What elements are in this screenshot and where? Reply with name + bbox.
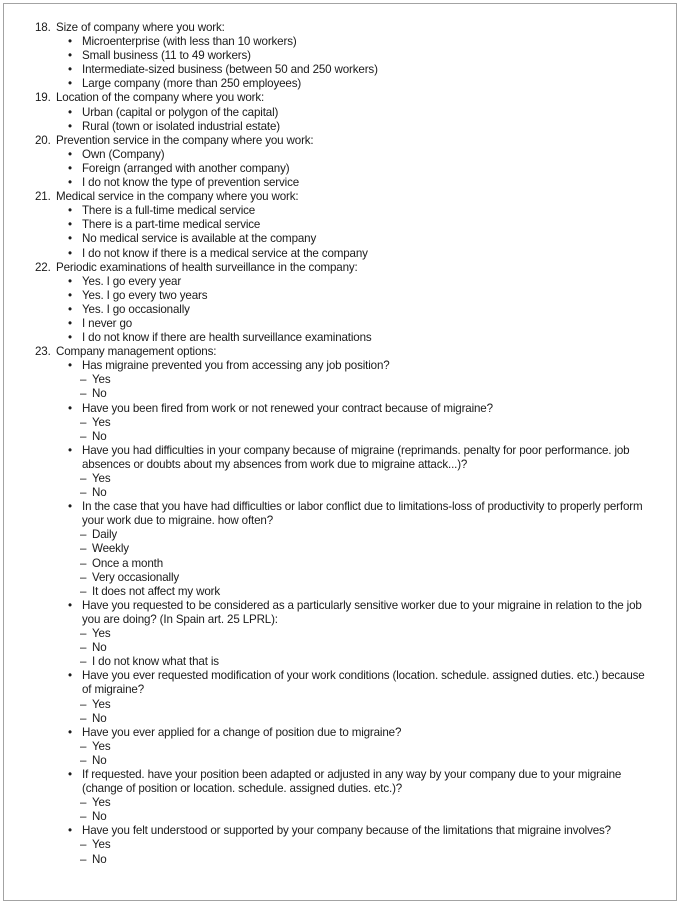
option-row (56, 63, 648, 77)
question-number: 23. (35, 345, 51, 359)
sub-option-row (56, 740, 648, 754)
question-body (56, 261, 648, 346)
bullet-icon: • (68, 63, 72, 77)
bullet-icon: • (68, 119, 72, 133)
question-number: 20. (35, 133, 51, 147)
option-text: Own (Company) (82, 147, 165, 161)
bullet-icon: • (68, 105, 72, 119)
question-text: Location of the company where you work: (56, 91, 265, 105)
bullet-icon: • (68, 161, 72, 175)
sub-option-row (56, 557, 648, 571)
question-item (35, 190, 648, 260)
option-text: Foreign (arranged with another company) (82, 161, 290, 175)
dash-icon: – (80, 556, 87, 570)
sub-option-text: Yes (92, 415, 111, 429)
sub-option-row (56, 373, 648, 387)
dash-icon: – (80, 542, 87, 556)
option-text: Have you requested to be considered as a particularly sensitive worker due to your migraine in relation to the job you are doing? (In Spain art. 25 LPRL): (82, 598, 642, 626)
sub-option-row (56, 571, 648, 585)
option-text: Have you ever requested modification of your work conditions (location. schedule. assigned duties. etc.) because of migraine? (82, 669, 645, 697)
questionnaire-page (3, 3, 677, 901)
sub-option-text: Yes (92, 739, 111, 753)
sub-option-row (56, 486, 648, 500)
option-row (56, 824, 648, 838)
bullet-icon: • (68, 218, 72, 232)
option-text: Have you felt understood or supported by your company because of the limitations that migraine involves? (82, 824, 611, 838)
sub-option-row (56, 754, 648, 768)
sub-option-row (56, 585, 648, 599)
question-body (56, 21, 648, 91)
option-row (56, 444, 648, 472)
option-text: Have you ever applied for a change of position due to migraine? (82, 725, 402, 739)
option-text: Yes. I go occasionally (82, 302, 190, 316)
dash-icon: – (80, 641, 87, 655)
option-text: Yes. I go every year (82, 274, 182, 288)
sub-option-text: No (92, 641, 107, 655)
question-text: Size of company where you work: (56, 21, 225, 34)
sub-option-row (56, 655, 648, 669)
option-row (56, 402, 648, 416)
option-text: Urban (capital or polygon of the capital) (82, 105, 279, 119)
option-text: Have you had difficulties in your company because of migraine (reprimands. penalty for poor performance. job absences or doubts about my absences from work due to migraine attack...)? (82, 443, 630, 471)
sub-option-text: No (92, 387, 107, 401)
sub-option-row (56, 641, 648, 655)
option-row (56, 120, 648, 134)
sub-option-text: Yes (92, 373, 111, 387)
sub-option-text: It does not affect my work (92, 584, 220, 598)
option-row (56, 176, 648, 190)
question-number: 19. (35, 91, 51, 105)
bullet-icon: • (68, 302, 72, 316)
option-row (56, 500, 648, 528)
option-row (56, 247, 648, 261)
dash-icon: – (80, 570, 87, 584)
sub-option-text: Yes (92, 627, 111, 641)
option-text: In the case that you have had difficulties or labor conflict due to limitations-loss of productivity to properly perform your work due to migraine. how often? (82, 500, 643, 528)
sub-option-text: Weekly (92, 542, 129, 556)
sub-option-row (56, 810, 648, 824)
sub-option-row (56, 698, 648, 712)
option-row (56, 768, 648, 796)
sub-option-text: I do not know what that is (92, 655, 219, 669)
sub-option-text: Yes (92, 472, 111, 485)
sub-option-row (56, 528, 648, 542)
bullet-icon: • (68, 204, 72, 218)
option-text: Yes. I go every two years (82, 288, 208, 302)
sub-option-row (56, 796, 648, 810)
option-text: I do not know if there are health surveillance examinations (82, 331, 372, 345)
sub-option-text: Yes (92, 697, 111, 711)
option-row (56, 669, 648, 697)
sub-option-row (56, 430, 648, 444)
sub-option-row (56, 472, 648, 486)
sub-option-row (56, 838, 648, 852)
option-text: No medical service is available at the company (82, 232, 317, 246)
option-row (56, 726, 648, 740)
bullet-icon: • (68, 49, 72, 63)
bullet-icon: • (68, 35, 72, 49)
dash-icon: – (80, 753, 87, 767)
sub-option-row (56, 542, 648, 556)
dash-icon: – (80, 739, 87, 753)
bullet-icon: • (68, 246, 72, 260)
option-text: Large company (more than 250 employees) (82, 77, 302, 91)
dash-icon: – (80, 472, 87, 485)
option-row (56, 317, 648, 331)
bullet-icon: • (68, 401, 72, 415)
option-row (56, 49, 648, 63)
dash-icon: – (80, 387, 87, 401)
sub-option-text: No (92, 429, 107, 443)
sub-option-text: Daily (92, 528, 118, 542)
sub-option-row (56, 416, 648, 430)
bullet-icon: • (68, 288, 72, 302)
bullet-icon: • (68, 176, 72, 190)
sub-option-text: Once a month (92, 556, 164, 570)
option-row (56, 331, 648, 345)
option-text: I do not know the type of prevention service (82, 176, 300, 190)
option-text: I do not know if there is a medical service at the company (82, 246, 368, 260)
sub-option-text: No (92, 810, 107, 824)
option-row (56, 599, 648, 627)
question-number: 21. (35, 190, 51, 204)
option-row (56, 232, 648, 246)
dash-icon: – (80, 627, 87, 641)
option-text: There is a full-time medical service (82, 204, 256, 218)
sub-option-text: Yes (92, 838, 111, 852)
question-text: Medical service in the company where you work: (56, 190, 299, 204)
bullet-icon: • (68, 598, 72, 612)
option-text: Intermediate-sized business (between 50 and 250 workers) (82, 63, 378, 77)
dash-icon: – (80, 429, 87, 443)
question-item (35, 91, 648, 133)
bullet-icon: • (68, 443, 72, 457)
question-item (35, 261, 648, 346)
option-text: If requested. have your position been adapted or adjusted in any way by your company due to your migraine (change of position or location. schedule. assigned duties. etc.)? (82, 767, 622, 796)
option-row (56, 359, 648, 373)
option-row (56, 162, 648, 176)
question-list (35, 21, 648, 867)
option-text: Has migraine prevented you from accessing any job position? (82, 359, 390, 373)
question-item (35, 21, 648, 91)
sub-option-text: No (92, 753, 107, 767)
option-row (56, 289, 648, 303)
question-text: Prevention service in the company where you work: (56, 133, 314, 147)
bullet-icon: • (68, 77, 72, 91)
bullet-icon: • (68, 500, 72, 514)
option-text: Rural (town or isolated industrial estate) (82, 119, 280, 133)
bullet-icon: • (68, 331, 72, 345)
bullet-icon: • (68, 147, 72, 161)
option-text: Small business (11 to 49 workers) (82, 49, 251, 63)
bullet-icon: • (68, 824, 72, 838)
sub-option-row (56, 853, 648, 867)
option-text: Microenterprise (with less than 10 workers) (82, 35, 297, 49)
question-item (35, 345, 648, 866)
dash-icon: – (80, 697, 87, 711)
option-row (56, 204, 648, 218)
dash-icon: – (80, 373, 87, 387)
bullet-icon: • (68, 669, 72, 683)
dash-icon: – (80, 655, 87, 669)
question-body (56, 134, 648, 190)
question-text: Periodic examinations of health surveillance in the company: (56, 260, 358, 274)
question-number: 22. (35, 260, 51, 274)
bullet-icon: • (68, 725, 72, 739)
dash-icon: – (80, 584, 87, 598)
question-item (35, 134, 648, 190)
question-number: 18. (35, 21, 51, 34)
option-row (56, 106, 648, 120)
bullet-icon: • (68, 359, 72, 373)
option-text: I never go (82, 316, 133, 330)
option-row (56, 303, 648, 317)
question-body (56, 345, 648, 866)
option-row (56, 275, 648, 289)
dash-icon: – (80, 528, 87, 542)
sub-option-row (56, 712, 648, 726)
bullet-icon: • (68, 232, 72, 246)
option-row (56, 77, 648, 91)
sub-option-row (56, 627, 648, 641)
dash-icon: – (80, 486, 87, 500)
bullet-icon: • (68, 316, 72, 330)
option-text: There is a part-time medical service (82, 218, 261, 232)
bullet-icon: • (68, 767, 72, 781)
dash-icon: – (80, 838, 87, 852)
question-body (56, 190, 648, 260)
option-row (56, 218, 648, 232)
question-text: Company management options: (56, 345, 217, 359)
sub-option-text: No (92, 711, 107, 725)
sub-option-text: Yes (92, 796, 111, 810)
dash-icon: – (80, 796, 87, 810)
sub-option-text: No (92, 486, 107, 500)
question-body (56, 91, 648, 133)
dash-icon: – (80, 810, 87, 824)
option-text: Have you been fired from work or not renewed your contract because of migraine? (82, 401, 493, 415)
option-row (56, 35, 648, 49)
dash-icon: – (80, 415, 87, 429)
dash-icon: – (80, 711, 87, 725)
dash-icon: – (80, 852, 87, 866)
option-row (56, 148, 648, 162)
sub-option-row (56, 387, 648, 401)
sub-option-text: Very occasionally (92, 570, 180, 584)
bullet-icon: • (68, 274, 72, 288)
sub-option-text: No (92, 852, 107, 866)
